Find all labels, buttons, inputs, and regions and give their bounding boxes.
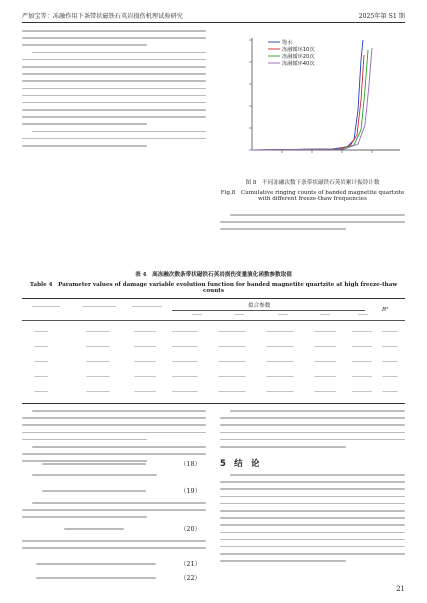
running-header bbox=[22, 10, 405, 23]
table-row bbox=[22, 326, 405, 340]
equation-18-number: （18） bbox=[180, 460, 201, 468]
figure-8-caption bbox=[220, 178, 405, 202]
legend-label-ft10: 冻融循环10次 bbox=[282, 47, 315, 53]
figure-8-caption-cn: 图 8 不同冻融次数下条带状磁铁石英岩累计振铃计数 bbox=[245, 180, 380, 186]
left-column-pre-eq21-text bbox=[22, 540, 206, 554]
series-ft10-line bbox=[252, 55, 364, 150]
table-4-header-r2: R² bbox=[382, 307, 389, 313]
header-authors-title: 严加宝等：冻融作用下条带状磁铁石英岩损伤机理试验研究 bbox=[22, 13, 183, 20]
equation-22-body bbox=[36, 577, 156, 579]
table-4 bbox=[22, 298, 405, 404]
page-number: 21 bbox=[396, 585, 405, 593]
legend-label-ft20: 冻融循环20次 bbox=[282, 54, 315, 60]
equation-21-number: （21） bbox=[180, 560, 201, 568]
right-column-lower-text bbox=[220, 410, 405, 453]
figure-8-legend bbox=[268, 38, 315, 67]
table-row bbox=[22, 356, 405, 370]
table-4-header-fit-params: 拟合参数 bbox=[248, 303, 271, 309]
equation-20-number: （20） bbox=[180, 525, 201, 533]
left-column-upper-text bbox=[22, 30, 206, 152]
conclusions-text bbox=[220, 474, 405, 567]
table-row bbox=[22, 371, 405, 385]
table-4-caption bbox=[22, 270, 405, 294]
equation-19-number: （19） bbox=[180, 487, 201, 495]
table-row bbox=[22, 341, 405, 355]
table-row bbox=[22, 386, 405, 400]
header-issue: 2025年第 S1 期 bbox=[358, 13, 405, 20]
figure-8-caption-en: Fig.8 Cumulative ringing counts of banded magnetite quartzite with different freeze-thaw frequencies bbox=[220, 190, 405, 202]
table-4-caption-cn: 表 4 高冻融次数条带状磁铁石英岩损伤变量演化函数参数取值 bbox=[135, 272, 292, 278]
equation-19-body bbox=[42, 490, 146, 492]
right-column-upper-text bbox=[220, 214, 405, 236]
equation-20-body bbox=[64, 528, 124, 530]
table-4-caption-en: Table 4 Parameter values of damage variable evolution function for banded magnetite quartzite at high freeze-thaw counts bbox=[29, 282, 398, 294]
figure-8-cumulative-ringing-chart bbox=[222, 30, 405, 172]
left-column-eq-interlude bbox=[22, 474, 206, 481]
section-5-heading: 5 结 论 bbox=[220, 458, 260, 468]
equation-22-number: （22） bbox=[180, 574, 201, 582]
equation-18-body bbox=[42, 463, 146, 465]
left-column-lower-text bbox=[22, 410, 206, 468]
legend-label-ft40: 冻融循环40次 bbox=[282, 61, 315, 67]
left-column-lemaitre-text bbox=[22, 502, 206, 524]
equation-21-body bbox=[36, 563, 156, 565]
legend-label-saturated: 饱水 bbox=[282, 40, 293, 46]
